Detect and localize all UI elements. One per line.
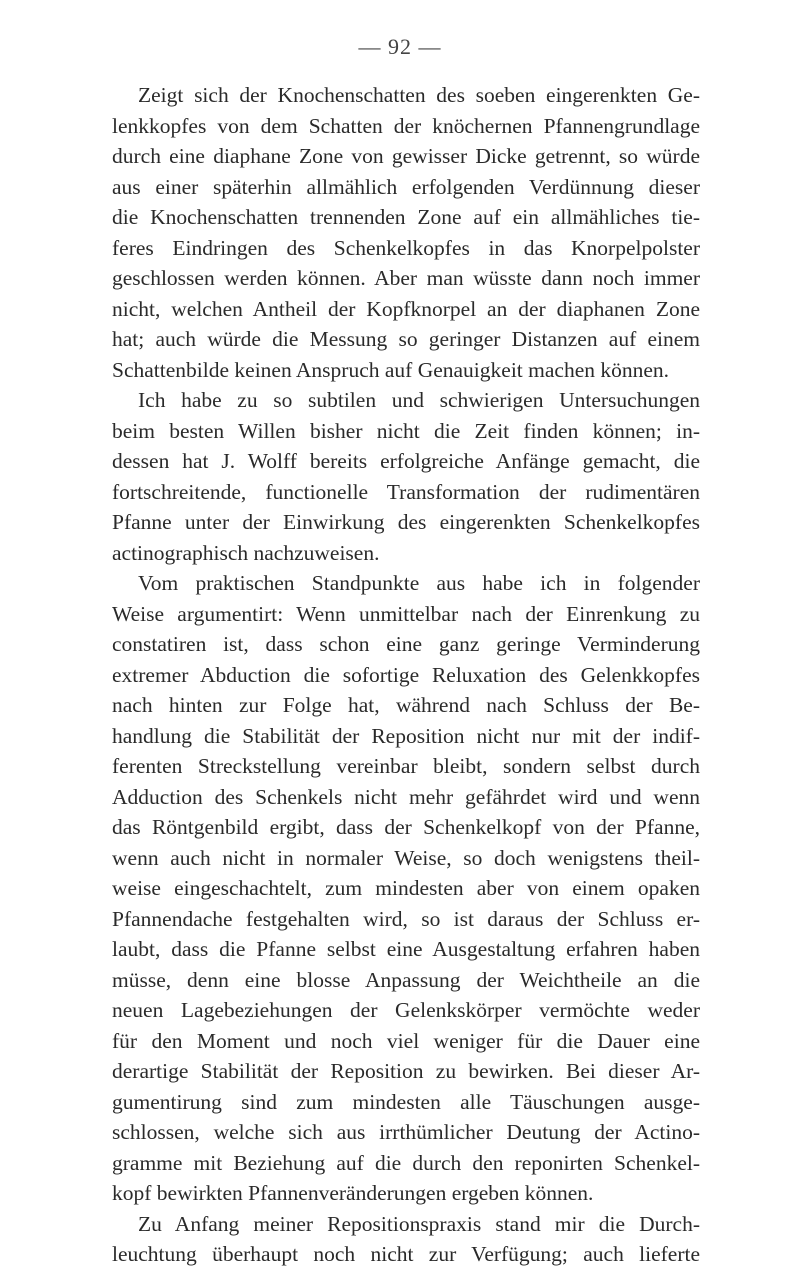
text-line: Weise argumentirt: Wenn unmittelbar nach der Einrenkung zu	[112, 601, 700, 626]
body-text	[112, 80, 700, 1270]
text-line: das Röntgenbild ergibt, dass der Schenkelkopf von der Pfanne,	[112, 815, 700, 839]
text-line: laubt, dass die Pfanne selbst eine Ausgestaltung erfahren haben	[112, 937, 700, 961]
text-line: müsse, denn eine blosse Anpassung der Weichtheile an die	[112, 967, 700, 992]
text-line: schlossen, welche sich aus irrthümlicher Deutung der Actino-	[112, 1120, 700, 1144]
text-line: gumentirung sind zum mindesten alle Täuschungen ausge-	[112, 1089, 700, 1114]
text-line: Zu Anfang meiner Repositionspraxis stand mir die Durch-	[138, 1211, 700, 1236]
text-line: Adduction des Schenkels nicht mehr gefährdet wird und wenn	[112, 784, 700, 809]
text-line: geschlossen werden können. Aber man wüsste dann noch immer	[112, 266, 700, 290]
text-line: feres Eindringen des Schenkelkopfes in das Knorpelpolster	[112, 235, 700, 260]
text-line: handlung die Stabilität der Reposition nicht nur mit der indif-	[112, 723, 700, 748]
text-line: aus einer späterhin allmählich erfolgenden Verdünnung dieser	[112, 174, 700, 199]
text-line: für den Moment und noch viel weniger für die Dauer eine	[112, 1028, 700, 1053]
text-line: lenkkopfes von dem Schatten der knöchernen Pfannengrundlage	[112, 113, 700, 138]
text-line: leuchtung überhaupt noch nicht zur Verfügung; auch lieferte	[112, 1242, 700, 1266]
text-line: extremer Abduction die sofortige Reluxation des Gelenkkopfes	[112, 662, 700, 687]
text-line: beim besten Willen bisher nicht die Zeit finden können; in-	[112, 418, 700, 443]
text-line: actinographisch nachzuweisen.	[112, 540, 380, 565]
text-line: derartige Stabilität der Reposition zu bewirken. Bei dieser Ar-	[112, 1059, 700, 1083]
text-line: Pfanne unter der Einwirkung des eingerenkten Schenkelkopfes	[112, 510, 700, 534]
text-line: gramme mit Beziehung auf die durch den reponirten Schenkel-	[112, 1150, 700, 1175]
text-line: durch eine diaphane Zone von gewisser Dicke getrennt, so würde	[112, 144, 700, 168]
text-line: fortschreitende, functionelle Transformation der rudimentären	[112, 479, 700, 504]
text-line: Vom praktischen Standpunkte aus habe ich in folgender	[138, 571, 700, 595]
text-line: die Knochenschatten trennenden Zone auf ein allmähliches tie-	[112, 205, 700, 229]
page-number: — 92 —	[358, 34, 442, 59]
text-line: Schattenbilde keinen Anspruch auf Genauigkeit machen können.	[112, 357, 670, 382]
text-line: neuen Lagebeziehungen der Gelenkskörper vermöchte weder	[112, 998, 700, 1022]
text-line: kopf bewirkten Pfannenveränderungen ergeben können.	[112, 1181, 594, 1205]
text-line: weise eingeschachtelt, zum mindesten aber von einem opaken	[112, 876, 700, 900]
text-line: wenn auch nicht in normaler Weise, so doch wenigstens theil-	[112, 845, 700, 870]
text-line: hat; auch würde die Messung so geringer Distanzen auf einem	[112, 327, 700, 351]
text-line: nicht, welchen Antheil der Kopfknorpel an der diaphanen Zone	[112, 296, 700, 321]
text-line: Pfannendache festgehalten wird, so ist daraus der Schluss er-	[112, 906, 700, 931]
text-line: dessen hat J. Wolff bereits erfolgreiche Anfänge gemacht, die	[112, 449, 700, 473]
text-line: nach hinten zur Folge hat, während nach Schluss der Be-	[112, 693, 700, 717]
text-line: Ich habe zu so subtilen und schwierigen Untersuchungen	[138, 388, 700, 412]
text-line: ferenten Streckstellung vereinbar bleibt, sondern selbst durch	[112, 754, 700, 778]
text-line: constatiren ist, dass schon eine ganz geringe Verminderung	[112, 632, 700, 656]
text-line: Zeigt sich der Knochenschatten des soeben eingerenkten Ge-	[138, 83, 700, 107]
